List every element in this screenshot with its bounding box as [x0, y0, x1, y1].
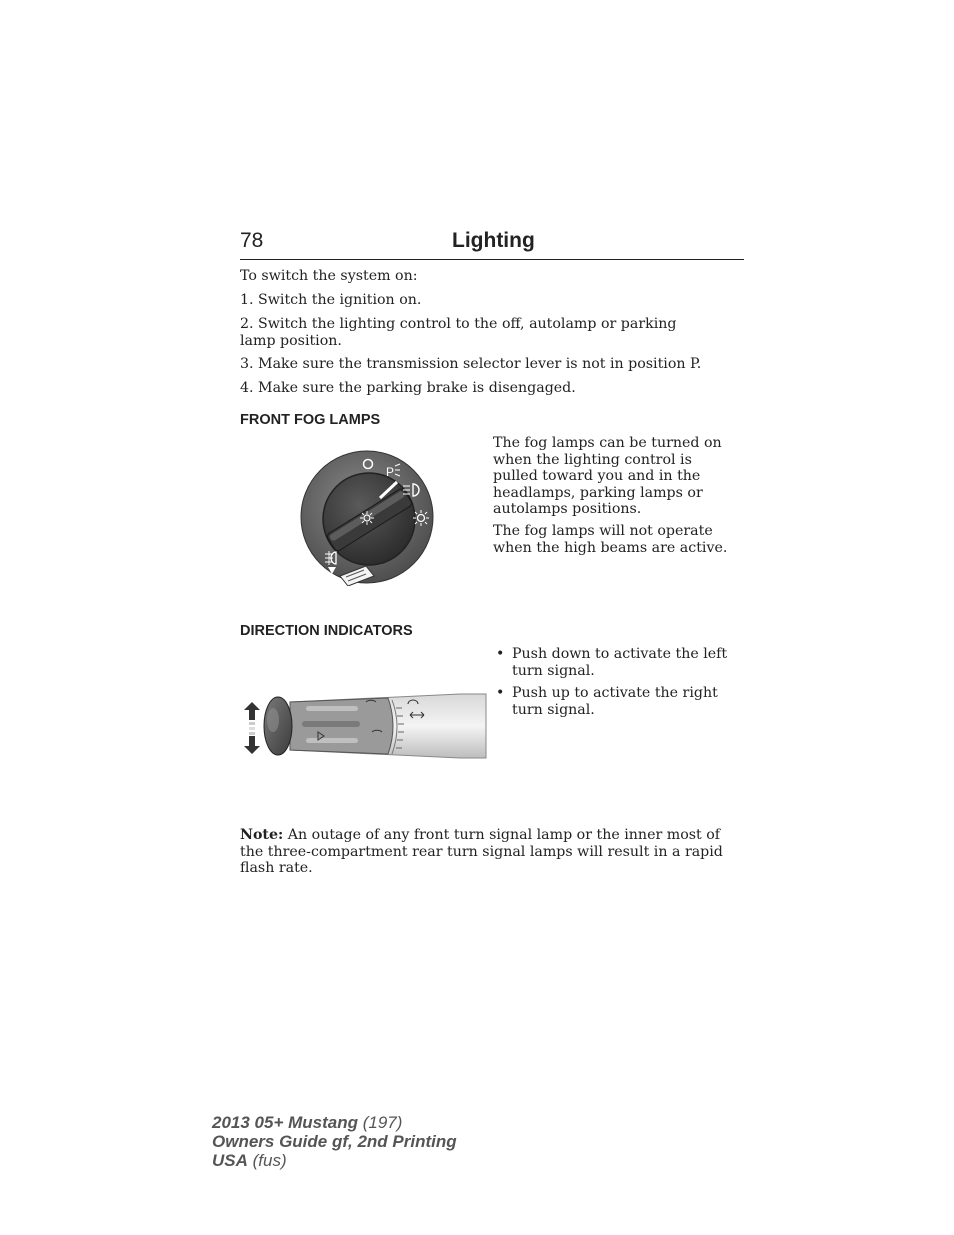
footer-line-1 — [212, 1113, 402, 1132]
bullet-left-turn: • Push down to activate the left turn signal. — [493, 646, 745, 679]
footer-market: USA — [212, 1151, 248, 1170]
footer-line-3 — [212, 1151, 287, 1170]
turn-signal-lever-illustration — [240, 688, 488, 762]
note-paragraph — [240, 827, 745, 877]
page-title: Lighting — [452, 229, 535, 252]
step-4: 4. Make sure the parking brake is disengaged. — [240, 380, 576, 396]
fog-paragraph-2: The fog lamps will not operate when the high beams are active. — [493, 523, 728, 556]
footer-line-2 — [212, 1132, 457, 1151]
step-2: 2. Switch the lighting control to the off, autolamp or parking lamp position. — [240, 316, 677, 349]
page-number: 78 — [240, 229, 264, 252]
header-rule — [240, 259, 744, 260]
direction-indicators-heading: DIRECTION INDICATORS — [240, 623, 413, 639]
step-1: 1. Switch the ignition on. — [240, 292, 422, 308]
lighting-control-dial-illustration — [300, 450, 434, 586]
direction-bullets — [493, 646, 745, 724]
footer-guide: Owners Guide gf, 2nd Printing — [212, 1132, 457, 1151]
fog-paragraph-1: The fog lamps can be turned on when the lighting control is pulled toward you and in the headlamps, parking lamps or autolamps positions. — [493, 435, 722, 517]
intro-lead: To switch the system on: — [240, 268, 418, 284]
footer-model: 2013 05+ Mustang — [212, 1113, 358, 1132]
fog-lamps-heading: FRONT FOG LAMPS — [240, 412, 381, 428]
note-label: Note: — [240, 827, 284, 843]
bullet-right-turn: • Push up to activate the right turn signal. — [493, 685, 745, 718]
step-3: 3. Make sure the transmission selector lever is not in position P. — [240, 356, 702, 372]
note-text: An outage of any front turn signal lamp or the inner most of the three-compartment rear turn signal lamps will result in a rapid flash rate. — [240, 827, 723, 876]
footer-market-code: (fus) — [247, 1151, 287, 1170]
parking-lamp-label: P — [386, 465, 395, 479]
footer-model-code: (197) — [358, 1113, 403, 1132]
